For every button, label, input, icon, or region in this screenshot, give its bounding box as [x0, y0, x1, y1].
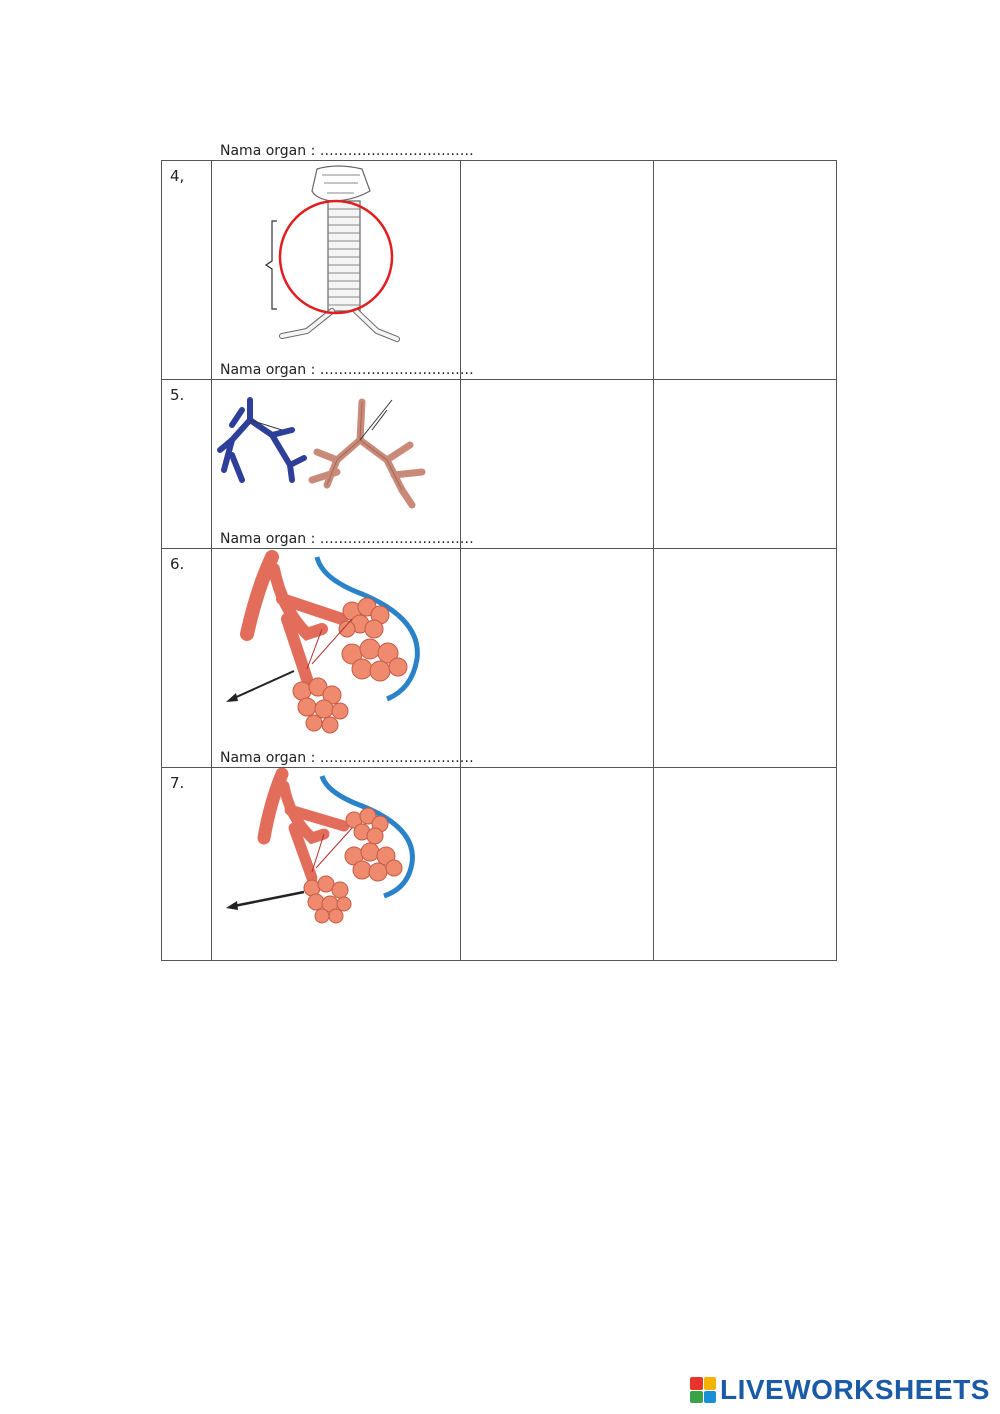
- organ-name-caption: Nama organ : ……………………………: [220, 362, 474, 378]
- row-number: 6.: [162, 549, 212, 768]
- answer-cell[interactable]: [654, 161, 837, 380]
- row-number: 5.: [162, 380, 212, 549]
- logo-square: [690, 1377, 703, 1390]
- worksheet-table: [161, 143, 837, 961]
- organ-name-caption: Nama organ : ……………………………: [220, 531, 474, 547]
- answer-cell[interactable]: [461, 380, 654, 549]
- figure-cell: [212, 531, 474, 768]
- organ-name-caption: Nama organ : ……………………………: [220, 143, 474, 159]
- answer-cell[interactable]: [654, 380, 837, 549]
- table-row: [162, 380, 837, 549]
- row-number: 7.: [162, 768, 212, 961]
- trachea-illustration: [212, 161, 461, 380]
- figure-cell: [212, 750, 474, 961]
- alveoli-illustration: [212, 549, 461, 768]
- answer-cell[interactable]: [654, 549, 837, 768]
- liveworksheets-logo-icon: [690, 1377, 716, 1403]
- alveoli-illustration: [212, 768, 461, 961]
- liveworksheets-logo: [690, 1372, 990, 1408]
- brand-name: LIVEWORKSHEETS: [720, 1374, 990, 1405]
- logo-square: [704, 1377, 717, 1390]
- organ-name-caption: Nama organ : ……………………………: [220, 750, 474, 766]
- table-row: [162, 549, 837, 768]
- bronchi-illustration: [212, 380, 461, 549]
- row-number: 4,: [162, 161, 212, 380]
- answer-cell[interactable]: [461, 549, 654, 768]
- answer-cell[interactable]: [461, 768, 654, 961]
- figure-cell: [212, 362, 474, 549]
- figure-cell: [212, 143, 474, 380]
- table-row: [162, 768, 837, 961]
- answer-cell[interactable]: [461, 161, 654, 380]
- logo-square: [704, 1391, 717, 1404]
- table-row: [162, 161, 837, 380]
- logo-square: [690, 1391, 703, 1404]
- answer-cell[interactable]: [654, 768, 837, 961]
